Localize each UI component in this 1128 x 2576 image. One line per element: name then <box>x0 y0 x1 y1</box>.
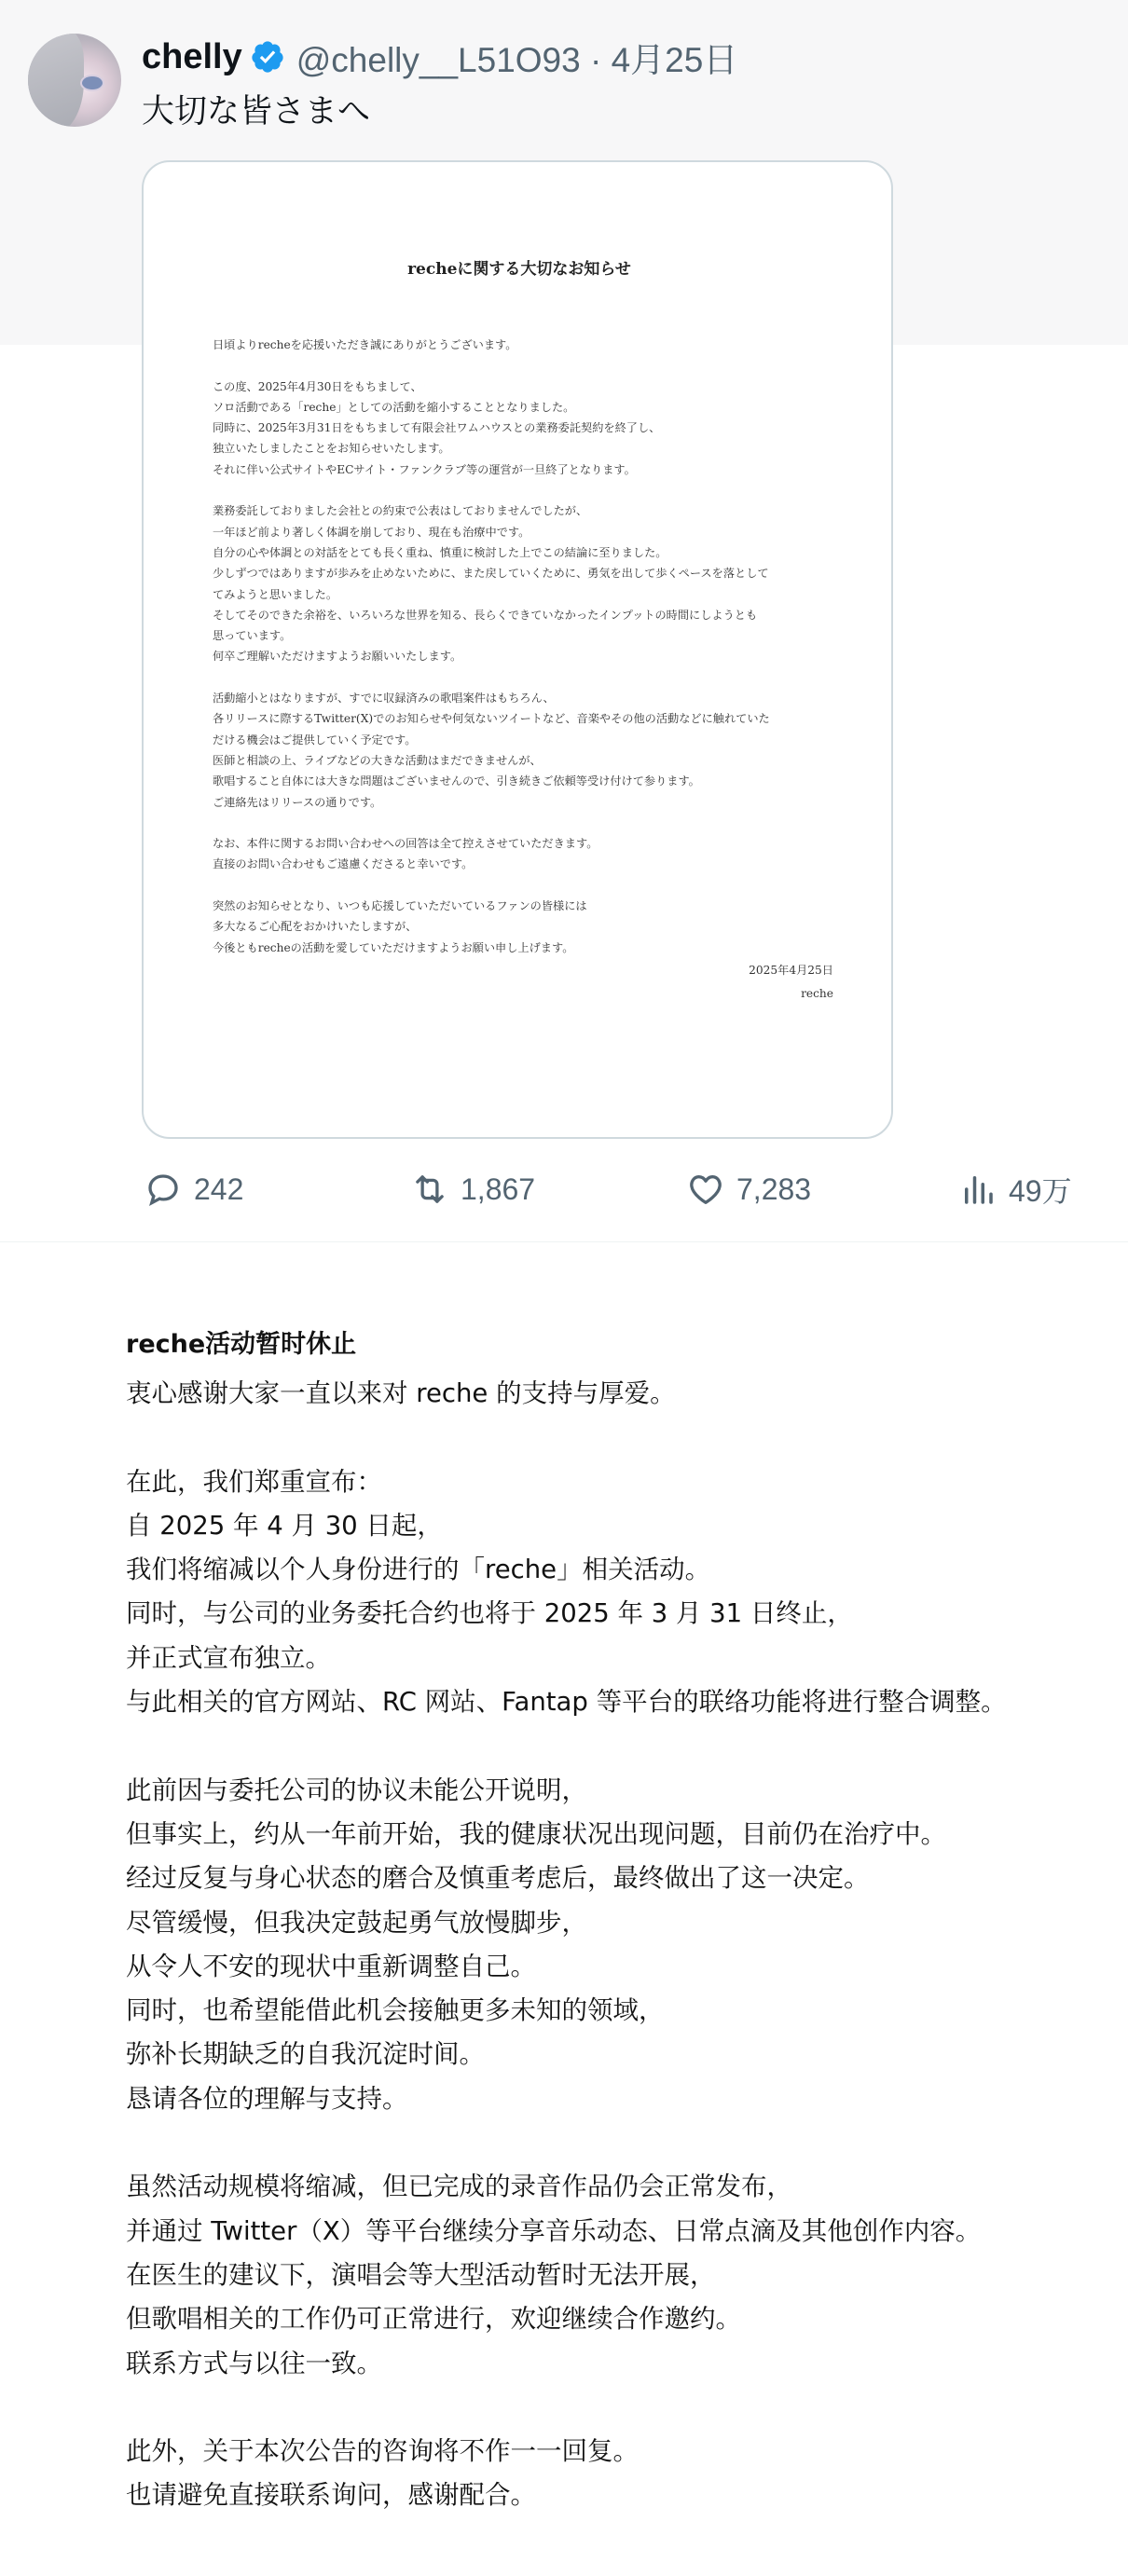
avatar-eye <box>82 76 103 89</box>
blank-line <box>126 2121 1095 2165</box>
author-name[interactable]: chelly <box>142 36 242 76</box>
reply-count: 242 <box>194 1172 244 1206</box>
blank-line <box>126 2386 1095 2430</box>
notice-line: 活動縮小とはなりますが、すでに収録済みの歌唱案件はもちろん、 <box>213 692 555 706</box>
translation-line: 但事实上，约从一年前开始，我的健康状况出现问题，目前仍在治疗中。 <box>126 1818 946 1849</box>
notice-line: 一年ほど前より著しく体調を崩しており、現在も治療中です。 <box>213 525 530 539</box>
notice-line: 今後ともrecheの活動を愛していただけますようお願い申し上げます。 <box>213 940 574 954</box>
notice-line: 日頃よりrecheを応援いただき誠にありがとうございます。 <box>213 338 517 351</box>
notice-title: recheに関する大切なお知らせ <box>407 260 631 279</box>
translation-line: 并正式宣布独立。 <box>126 1642 331 1673</box>
repost-count: 1,867 <box>461 1172 536 1206</box>
translation-line: 在医生的建议下，演唱会等大型活动暂时无法开展， <box>126 2259 716 2290</box>
notice-signature: reche <box>801 987 833 1000</box>
translation-line: 同时，与公司的业务委托合约也将于 2025 年 3 月 31 日终止， <box>126 1598 853 1629</box>
translation-line: 联系方式与以往一致。 <box>126 2348 382 2378</box>
translation-line: 从令人不安的现状中重新调整自己。 <box>126 1951 536 1981</box>
notice-line: 業務委託しておりました会社との約束で公表はしておりませんでしたが、 <box>213 504 588 518</box>
notice-signature-block <box>749 959 833 1006</box>
notice-line: そしてそのできた余裕を、いろいろな世界を知る、長らくできていなかったインプットの時間にしようとも <box>213 608 758 622</box>
notice-line: 自分の心や体調との対話をとても長く重ね、慎重に検討した上でこの結論に至りました。 <box>213 545 667 559</box>
translation-body <box>126 1372 1095 2518</box>
reply-icon <box>144 1170 183 1209</box>
like-icon <box>686 1170 725 1209</box>
avatar[interactable] <box>28 34 121 127</box>
translation-line: 虽然活动规模将缩减，但已完成的录音作品仍会正常发布， <box>126 2172 792 2202</box>
notice-line: 多大なるご心配をおかけいたしますが、 <box>213 920 418 934</box>
author-handle-and-date[interactable]: @chelly__L51O93 · 4月25日 <box>296 41 738 79</box>
divider <box>0 1241 1128 1242</box>
views-button[interactable] <box>958 1161 1072 1217</box>
notice-line: 各リリースに際するTwitter(X)でのお知らせや何気ないツイートなど、音楽やその他の活動などに触れていた <box>213 712 770 726</box>
translation-line: 弥补长期缺乏的自我沉淀时间。 <box>126 2039 485 2070</box>
translation-line: 经过反复与身心状态的磨合及慎重考虑后，最终做出了这一决定。 <box>126 1863 870 1894</box>
translation-line: 自 2025 年 4 月 30 日起， <box>126 1510 443 1541</box>
verified-badge-icon <box>250 39 285 75</box>
tweet <box>0 0 1128 1241</box>
translation-title: reche活动暂时休止 <box>126 1330 357 1359</box>
notice-line: 少しずつではありますが歩みを止めないために、また戻していくために、勇気を出して歩くペースを落として <box>213 567 769 581</box>
blank-line <box>213 875 856 896</box>
notice-line: だける機会はご提供していく予定です。 <box>213 733 417 747</box>
notice-line: それに伴い公式サイトやECサイト・ファンクラブ等の運営が一旦終了となります。 <box>213 462 636 476</box>
blank-line <box>213 480 856 500</box>
notice-line: 歌唱すること自体には大きな問題はございませんので、引き続きご依頼等受け付けて参ります。 <box>213 774 700 788</box>
blank-line <box>213 355 856 376</box>
views-icon <box>958 1170 997 1209</box>
notice-line: 同時に、2025年3月31日をもちまして有限会社ワムハウスとの業務委託契約を終了し、 <box>213 421 661 435</box>
attached-notice-image[interactable] <box>142 160 893 1139</box>
tweet-actions <box>142 1161 1083 1217</box>
like-button[interactable] <box>686 1161 811 1217</box>
notice-line: 突然のお知らせとなり、いつも応援していただいているファンの皆様には <box>213 899 587 913</box>
translation-line: 同时，也希望能借此机会接触更多未知的领域， <box>126 1995 665 2026</box>
notice-line: なお、本件に関するお問い合わせへの回答は全て控えさせていただきます。 <box>213 837 598 851</box>
translation-line: 恳请各位的理解与支持。 <box>126 2083 408 2114</box>
repost-button[interactable] <box>410 1161 535 1217</box>
translation-line: 此外，关于本次公告的咨询将不作一一回复。 <box>126 2436 639 2467</box>
translation-line: 与此相关的官方网站、RC 网站、Fantap 等平台的联络功能将进行整合调整。 <box>126 1687 1007 1718</box>
avatar-hair <box>28 34 84 127</box>
notice-line: 独立いたしましたことをお知らせいたします。 <box>213 442 450 456</box>
notice-line: 直接のお問い合わせもご遠慮くださると幸いです。 <box>213 857 474 871</box>
blank-line <box>213 813 856 833</box>
notice-line: 何卒ご理解いただけますようお願いいたします。 <box>213 650 462 664</box>
like-count: 7,283 <box>736 1172 812 1206</box>
translation-section <box>126 1327 1095 2518</box>
notice-line: ご連絡先はリリースの通りです。 <box>213 795 382 809</box>
views-count: 49万 <box>1009 1174 1072 1208</box>
reply-button[interactable] <box>144 1161 243 1217</box>
translation-line: 我们将缩减以个人身份进行的「reche」相关活动。 <box>126 1555 711 1585</box>
translation-line: 但歌唱相关的工作仍可正常进行，欢迎继续合作邀约。 <box>126 2304 741 2335</box>
translation-line: 在此，我们郑重宣布： <box>126 1466 382 1497</box>
notice-line: ソロ活動である「reche」としての活動を縮小することとなりました。 <box>213 400 575 414</box>
translation-line: 此前因与委托公司的协议未能公开说明， <box>126 1774 587 1805</box>
blank-line <box>126 1724 1095 1768</box>
tweet-header <box>142 34 737 80</box>
notice-line: てみようと思いました。 <box>213 587 338 601</box>
notice-date: 2025年4月25日 <box>749 964 833 977</box>
notice-line: 思っています。 <box>213 629 292 643</box>
repost-icon <box>410 1170 449 1209</box>
translation-line: 衷心感谢大家一直以来对 reche 的支持与厚爱。 <box>126 1378 676 1408</box>
translation-line: 也请避免直接联系询问，感谢配合。 <box>126 2480 536 2511</box>
notice-line: 医師と相談の上、ライブなどの大きな活動はまだできませんが、 <box>213 753 542 767</box>
notice-line: この度、2025年4月30日をもちまして、 <box>213 379 422 393</box>
translation-line: 尽管缓慢，但我决定鼓起勇气放慢脚步， <box>126 1907 587 1938</box>
blank-line <box>126 1416 1095 1459</box>
tweet-text: 大切な皆さまへ <box>142 93 371 130</box>
translation-line: 并通过 Twitter（X）等平台继续分享音乐动态、日常点滴及其他创作内容。 <box>126 2215 982 2246</box>
notice-body <box>213 335 856 958</box>
blank-line <box>213 667 856 688</box>
